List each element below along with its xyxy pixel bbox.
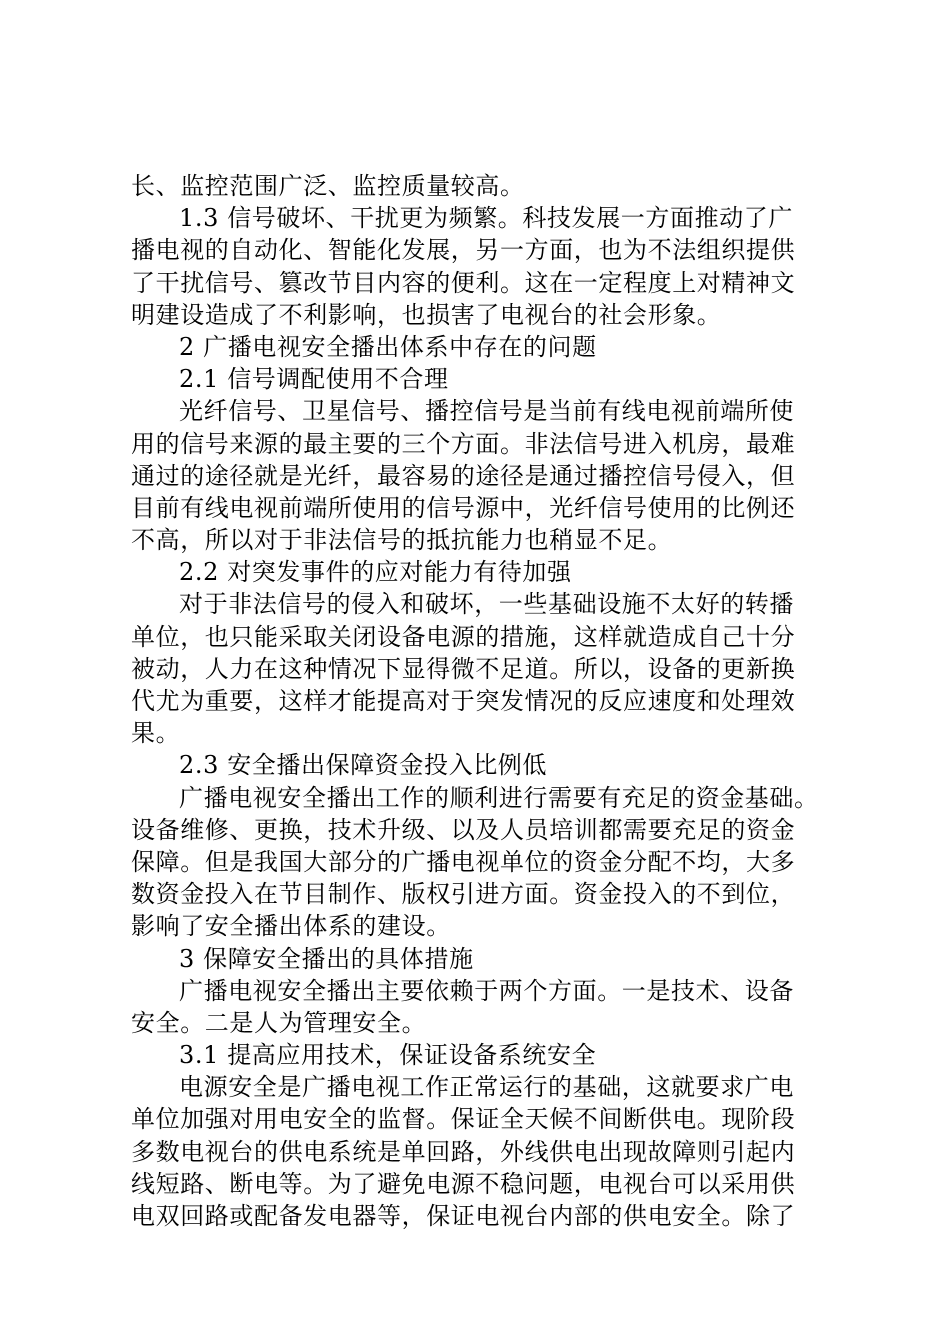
document-body <box>131 170 831 1232</box>
text-line: 长、监控范围广泛、监控质量较高。 <box>131 172 525 200</box>
text-line: 数资金投入在节目制作、版权引进方面。资金投入的不到位， <box>131 880 796 909</box>
text-line: 保障。但是我国大部分的广播电视单位的资金分配不均，大多 <box>131 847 796 876</box>
text-line: 通过的途径就是光纤，最容易的途径是通过播控信号侵入，但 <box>131 461 796 490</box>
text-line: 电双回路或配备发电器等，保证电视台内部的供电安全。除了 <box>131 1202 796 1230</box>
text-line: 设备维修、更换，技术升级、以及人员培训都需要充足的资金 <box>131 815 796 844</box>
text-line: 线短路、断电等。为了避免电源不稳问题，电视台可以采用供 <box>131 1169 796 1198</box>
text-line: 影响了安全播出体系的建设。 <box>131 912 451 941</box>
section-heading: 3 保障安全播出的具体措施 <box>179 944 474 973</box>
text-line: 不高，所以对于非法信号的抵抗能力也稍显不足。 <box>131 526 673 555</box>
subsection-heading: 3.1 提高应用技术，保证设备系统安全 <box>179 1041 597 1070</box>
section-heading: 1.3 信号破坏、干扰更为频繁。科技发展一方面推动了广 <box>179 204 793 233</box>
subsection-heading: 2.3 安全播出保障资金投入比例低 <box>179 751 547 780</box>
paragraph-first-line: 电源安全是广播电视工作正常运行的基础，这就要求广电 <box>179 1073 794 1102</box>
section-heading: 2 广播电视安全播出体系中存在的问题 <box>179 332 597 361</box>
subsection-heading: 2.2 对突发事件的应对能力有待加强 <box>179 558 572 587</box>
subsection-heading: 2.1 信号调配使用不合理 <box>179 365 449 394</box>
text-line: 多数电视台的供电系统是单回路，外线供电出现故障则引起内 <box>131 1137 796 1166</box>
text-line: 播电视的自动化、智能化发展，另一方面，也为不法组织提供 <box>131 236 796 265</box>
text-line: 被动，人力在这种情况下显得微不足道。所以，设备的更新换 <box>131 654 796 683</box>
text-line: 代尤为重要，这样才能提高对于突发情况的反应速度和处理效 <box>131 687 796 715</box>
paragraph-first-line: 广播电视安全播出主要依赖于两个方面。一是技术、设备 <box>179 976 794 1005</box>
text-line: 目前有线电视前端所使用的信号源中，光纤信号使用的比例还 <box>131 493 796 522</box>
paragraph-first-line: 光纤信号、卫星信号、播控信号是当前有线电视前端所使 <box>179 397 794 426</box>
text-line: 单位，也只能采取关闭设备电源的措施，这样就造成自己十分 <box>131 622 796 651</box>
text-line: 了干扰信号、篡改节目内容的便利。这在一定程度上对精神文 <box>131 268 796 297</box>
text-line: 果。 <box>131 719 181 748</box>
paragraph-first-line: 对于非法信号的侵入和破坏，一些基础设施不太好的转播 <box>179 590 794 619</box>
text-line: 用的信号来源的最主要的三个方面。非法信号进入机房，最难 <box>131 429 796 458</box>
paragraph-first-line: 广播电视安全播出工作的顺利进行需要有充足的资金基础。 <box>179 783 819 812</box>
text-line: 安全。二是人为管理安全。 <box>131 1008 427 1037</box>
text-line: 单位加强对用电安全的监督。保证全天候不间断供电。现阶段 <box>131 1105 796 1134</box>
text-line: 明建设造成了不利影响，也损害了电视台的社会形象。 <box>131 300 722 329</box>
